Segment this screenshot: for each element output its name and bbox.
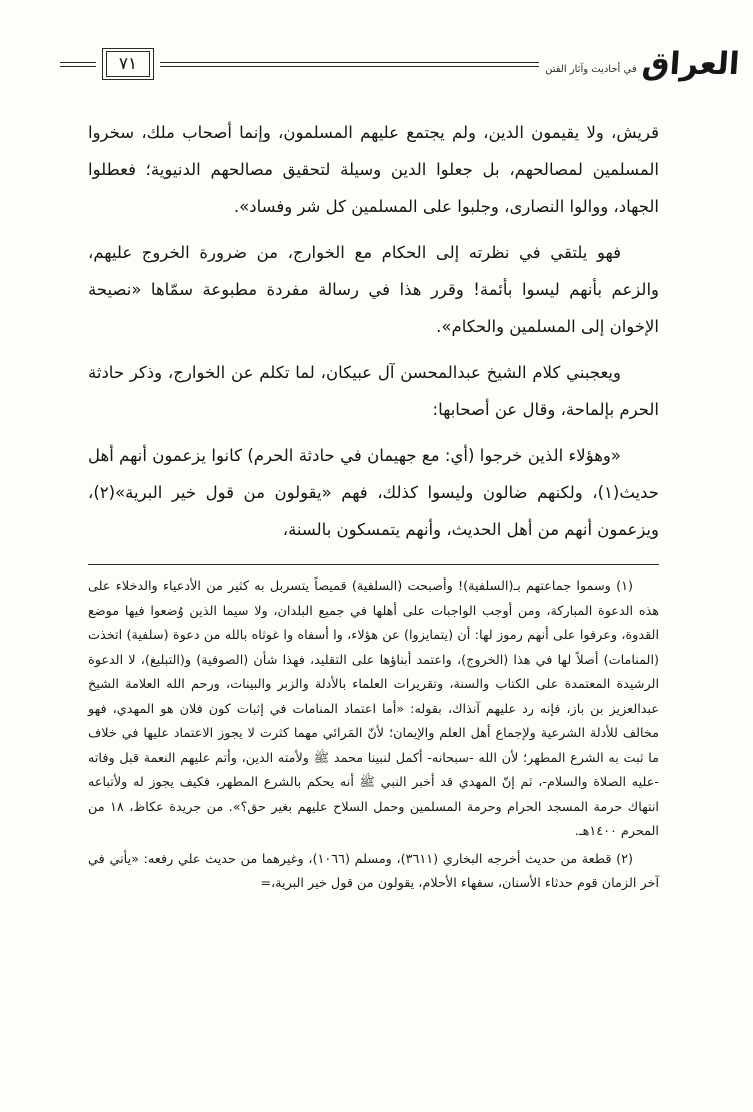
body-text bbox=[0, 80, 753, 548]
page-number-box bbox=[102, 48, 154, 80]
header-double-rule bbox=[160, 62, 539, 67]
footnotes-section bbox=[0, 575, 753, 897]
footnote-separator bbox=[88, 564, 659, 565]
body-paragraph: ويعجبني كلام الشيخ عبدالمحسن آل عبيكان، لما تكلم عن الخوارج، وذكر حادثة الحرم بإلماحة، وقال عن أصحابها: bbox=[88, 363, 659, 419]
footnote: (٢) قطعة من حديث أخرجه البخاري (٣٦١١)، ومسلم (١٠٦٦)، وغيرهما من حديث علي رفعه: «يأتي في آخر الزمان قوم حدثاء الأسنان، سفهاء الأحلام، يقولون من قول خير البرية،= bbox=[88, 851, 659, 891]
body-paragraph: قريش، ولا يقيمون الدين، ولم يجتمع عليهم المسلمون، وإنما أصحاب ملك، سخروا المسلمين لمصالحهم، بل جعلوا الدين وسيلة لتحقيق مصالحهم الدنيوية؛ فعطلوا الجهاد، ووالوا النصارى، وجلبوا على المسلمين كل شر وفساد». bbox=[88, 123, 659, 216]
body-paragraph: «وهؤلاء الذين خرجوا (أي: مع جهيمان في حادثة الحرم) كانوا يزعمون أنهم أهل حديث(١)، ولكنهم ضالون وليسوا كذلك، فهم «يقولون من قول خير البرية»(٢)، ويزعمون أنهم من أهل الحديث، وأنهم يتمسكون بالسنة، bbox=[88, 446, 659, 539]
book-title-main: العراق bbox=[640, 45, 741, 82]
book-title-calligraphy bbox=[545, 45, 741, 82]
body-paragraph: فهو يلتقي في نظرته إلى الحكام مع الخوارج، من ضرورة الخروج عليهم، والزعم بأنهم ليسوا بأئمة! وقرر هذا في رسالة مفردة مطبوعة سمّاها «نصيحة الإخوان إلى المسلمين والحكام». bbox=[88, 243, 659, 336]
header-double-rule-end bbox=[60, 62, 96, 67]
page-header bbox=[0, 0, 753, 80]
book-title-sub: في أحاديث وآثار الفتن bbox=[545, 64, 637, 75]
footnote: (١) وسموا جماعتهم بـ(السلفية)! وأصبحت (السلفية) قميصاً يتسربل به كثير من الأدعياء والدخلاء على هذه الدعوة المباركة، ومن أوجب الواجبات على أهلها في جميع البلدان، ولا سيما الذين وُضعوا فيها موضع القدوة، وعرفوا على أنهم رموز لها: أن (يتمايزوا) عن هؤلاء، وا أسفاه وا غوثاه بالله من دعوة (سلفية) اتخذت (المنامات) أصلاً لها في هذا (الخروج)، واعتمد أبناؤها على التقليد، فهذا شأن (الصوفية) و(التبليغ)، لا الدعوة الرشيدة المعتمدة على الكتاب والسنة، وتقريرات العلماء بالأدلة والزبر والبينات، ورحم الله العلامة الشيخ عبدالعزيز بن باز، فإنه رد عليهم آنذاك، بقوله: «أما اعتماد المنامات في إثبات كون فلان هو المهدي، فهو مخالف للأدلة الشرعية ولإجماع أهل العلم والإيمان؛ لأنّ المَرائي مهما كثرت لا يجوز الاعتماد عليها في خلاف ما ثبت به الشرع المطهر؛ لأن الله -سبحانه- أكمل لنبينا محمد ﷺ ولأمته الدين، وأتم عليهم النعمة قبل وفاته -عليه الصلاة والسلام-، ثم إنّ المهدي قد أخبر النبي ﷺ أنه يحكم بالشرع المطهر، فكيف يجوز له ولأتباعه انتهاك حرمة المسجد الحرام وحرمة المسلمين وحمل السلاح عليهم بغير حق؟». من جريدة عكاظ، ١٨ من المحرم ١٤٠٠هـ. bbox=[88, 579, 659, 839]
page-number: ٧١ bbox=[106, 51, 150, 77]
